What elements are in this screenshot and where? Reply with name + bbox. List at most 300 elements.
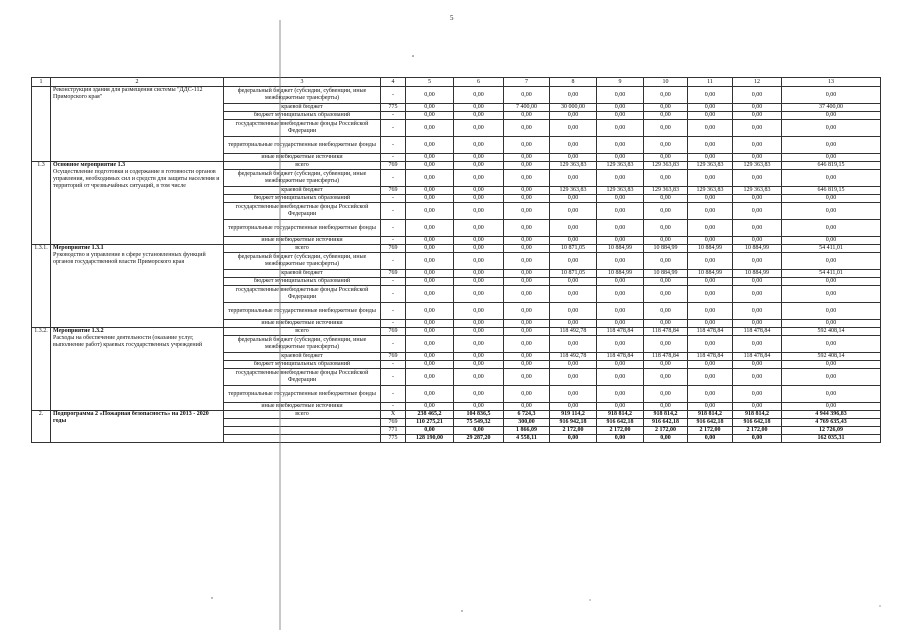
amount-cell: 104 836,5	[454, 411, 504, 419]
amount-cell: 118 492,78	[550, 353, 597, 361]
amount-cell: 300,00	[504, 419, 550, 427]
budget-code: -	[381, 154, 406, 162]
amount-cell: 0,00	[504, 353, 550, 361]
amount-cell: 2 172,00	[597, 427, 644, 435]
amount-cell: 0,00	[454, 336, 504, 353]
amount-cell: 0,00	[782, 154, 881, 162]
amount-cell: 2 172,00	[550, 427, 597, 435]
amount-cell: 0,00	[597, 120, 644, 137]
amount-cell: 118 478,84	[644, 353, 688, 361]
amount-cell: 0,00	[733, 104, 782, 112]
amount-cell: 0,00	[644, 403, 688, 411]
budget-code: -	[381, 336, 406, 353]
amount-cell: 162 035,31	[782, 435, 881, 443]
header-cell: 10	[644, 78, 688, 87]
amount-cell: 0,00	[733, 203, 782, 220]
amount-cell: 2 172,00	[733, 427, 782, 435]
amount-cell: 6 724,3	[504, 411, 550, 419]
amount-cell: 0,00	[597, 369, 644, 386]
amount-cell: 128 190,00	[406, 435, 454, 443]
amount-cell: 0,00	[688, 403, 733, 411]
amount-cell: 0,00	[733, 195, 782, 203]
amount-cell: 0,00	[733, 87, 782, 104]
amount-cell: 29 287,20	[454, 435, 504, 443]
amount-cell: 0,00	[504, 320, 550, 328]
amount-cell: 10 884,99	[688, 245, 733, 253]
amount-cell: 0,00	[504, 120, 550, 137]
item-number: 1.3.1.	[32, 245, 51, 328]
amount-cell: 0,00	[782, 403, 881, 411]
amount-cell: 10 884,99	[688, 270, 733, 278]
amount-cell: 0,00	[733, 403, 782, 411]
amount-cell: 0,00	[406, 270, 454, 278]
budget-code: -	[381, 369, 406, 386]
amount-cell: 0,00	[406, 237, 454, 245]
budget-code: 771	[381, 427, 406, 435]
amount-cell: 0,00	[454, 137, 504, 154]
page-number: 5	[450, 14, 454, 22]
amount-cell: 0,00	[688, 237, 733, 245]
amount-cell: 0,00	[454, 245, 504, 253]
funding-source: всего	[224, 245, 381, 253]
amount-cell: 918 814,2	[688, 411, 733, 419]
amount-cell: 919 114,2	[550, 411, 597, 419]
budget-code: -	[381, 386, 406, 403]
amount-cell: 0,00	[406, 170, 454, 187]
header-cell: 6	[454, 78, 504, 87]
amount-cell: 129 363,83	[733, 162, 782, 170]
amount-cell: 118 478,84	[733, 328, 782, 336]
amount-cell: 0,00	[688, 435, 733, 443]
amount-cell: 0,00	[454, 286, 504, 303]
item-desc: Расходы на обеспечение деятельности (оказание услуг, выполнение работ) краевых государственных учреждений	[53, 335, 203, 348]
amount-cell: 0,00	[782, 286, 881, 303]
amount-cell: 0,00	[454, 328, 504, 336]
amount-cell: 916 942,18	[550, 419, 597, 427]
amount-cell: 0,00	[597, 154, 644, 162]
amount-cell: 0,00	[733, 320, 782, 328]
amount-cell: 0,00	[782, 386, 881, 403]
amount-cell: 0,00	[454, 361, 504, 369]
amount-cell: 646 819,15	[782, 162, 881, 170]
funding-source: всего	[224, 328, 381, 336]
amount-cell: 10 884,99	[597, 270, 644, 278]
amount-cell: 0,00	[504, 137, 550, 154]
amount-cell: 0,00	[504, 220, 550, 237]
budget-code: -	[381, 237, 406, 245]
amount-cell: 129 363,83	[644, 162, 688, 170]
amount-cell: 0,00	[597, 435, 644, 443]
amount-cell: 0,00	[688, 137, 733, 154]
item-title: Мероприятие 1.3.2	[53, 328, 104, 334]
amount-cell: 4 558,11	[504, 435, 550, 443]
amount-cell: 0,00	[688, 386, 733, 403]
funding-source: бюджет муниципальных образований	[224, 112, 381, 120]
amount-cell: 0,00	[688, 336, 733, 353]
amount-cell: 0,00	[733, 286, 782, 303]
amount-cell: 0,00	[454, 162, 504, 170]
funding-source: государственные внебюджетные фонды Российской Федерации	[224, 120, 381, 137]
amount-cell: 0,00	[454, 112, 504, 120]
amount-cell: 0,00	[504, 195, 550, 203]
amount-cell: 0,00	[504, 170, 550, 187]
amount-cell: 129 363,83	[597, 187, 644, 195]
amount-cell: 0,00	[504, 162, 550, 170]
amount-cell: 0,00	[644, 154, 688, 162]
amount-cell: 0,00	[406, 320, 454, 328]
amount-cell: 10 871,05	[550, 245, 597, 253]
amount-cell: 0,00	[454, 427, 504, 435]
amount-cell: 0,00	[644, 278, 688, 286]
budget-code: -	[381, 303, 406, 320]
budget-code: -	[381, 112, 406, 120]
amount-cell: 0,00	[733, 278, 782, 286]
budget-code: 769	[381, 162, 406, 170]
amount-cell: 0,00	[454, 187, 504, 195]
amount-cell: 0,00	[782, 87, 881, 104]
amount-cell: 0,00	[406, 361, 454, 369]
amount-cell: 0,00	[688, 154, 733, 162]
funding-source: государственные внебюджетные фонды Российской Федерации	[224, 286, 381, 303]
amount-cell: 0,00	[644, 303, 688, 320]
amount-cell: 0,00	[688, 286, 733, 303]
budget-code: -	[381, 170, 406, 187]
header-cell: 4	[381, 78, 406, 87]
amount-cell: 0,00	[406, 137, 454, 154]
amount-cell: 0,00	[550, 137, 597, 154]
funding-source: федеральный бюджет (субсидии, субвенции, иные межбюджетные трансферты)	[224, 170, 381, 187]
amount-cell: 0,00	[782, 278, 881, 286]
header-cell: 2	[51, 78, 224, 87]
amount-cell: 0,00	[782, 112, 881, 120]
amount-cell: 0,00	[550, 220, 597, 237]
amount-cell: 54 411,01	[782, 245, 881, 253]
budget-code: -	[381, 120, 406, 137]
amount-cell: 129 363,83	[688, 162, 733, 170]
amount-cell: 0,00	[406, 112, 454, 120]
budget-code: -	[381, 87, 406, 104]
amount-cell: 0,00	[504, 237, 550, 245]
amount-cell: 0,00	[504, 386, 550, 403]
amount-cell: 0,00	[550, 170, 597, 187]
amount-cell: 0,00	[597, 320, 644, 328]
header-cell: 1	[32, 78, 51, 87]
amount-cell: 0,00	[454, 87, 504, 104]
amount-cell: 0,00	[504, 303, 550, 320]
budget-code: 775	[381, 435, 406, 443]
amount-cell: 129 363,83	[688, 187, 733, 195]
amount-cell: 0,00	[688, 112, 733, 120]
funding-source: территориальные государственные внебюджетные фонды	[224, 137, 381, 154]
amount-cell: 0,00	[644, 361, 688, 369]
amount-cell: 0,00	[597, 361, 644, 369]
amount-cell: 0,00	[550, 403, 597, 411]
amount-cell: 0,00	[782, 137, 881, 154]
budget-code: 769	[381, 419, 406, 427]
amount-cell: 0,00	[550, 112, 597, 120]
amount-cell: 592 408,14	[782, 328, 881, 336]
funding-source: территориальные государственные внебюджетные фонды	[224, 303, 381, 320]
amount-cell: 0,00	[597, 104, 644, 112]
amount-cell: 0,00	[504, 403, 550, 411]
amount-cell: 916 642,18	[597, 419, 644, 427]
amount-cell: 0,00	[688, 361, 733, 369]
amount-cell: 0,00	[504, 286, 550, 303]
amount-cell: 0,00	[406, 87, 454, 104]
funding-source: федеральный бюджет (субсидии, субвенции, иные межбюджетные трансферты)	[224, 336, 381, 353]
amount-cell: 10 884,99	[597, 245, 644, 253]
amount-cell: 118 478,84	[688, 353, 733, 361]
amount-cell: 0,00	[406, 203, 454, 220]
amount-cell: 118 478,84	[644, 328, 688, 336]
amount-cell: 10 884,99	[733, 245, 782, 253]
amount-cell: 0,00	[597, 220, 644, 237]
amount-cell: 0,00	[550, 286, 597, 303]
amount-cell: 129 363,83	[550, 187, 597, 195]
amount-cell: 0,00	[644, 170, 688, 187]
amount-cell: 0,00	[733, 154, 782, 162]
amount-cell: 0,00	[597, 195, 644, 203]
amount-cell: 0,00	[644, 87, 688, 104]
item-number: 1.3	[32, 162, 51, 245]
budget-code: -	[381, 203, 406, 220]
amount-cell: 646 819,15	[782, 187, 881, 195]
amount-cell: 118 478,84	[597, 353, 644, 361]
amount-cell: 0,00	[644, 195, 688, 203]
budget-code: -	[381, 320, 406, 328]
amount-cell: 0,00	[454, 253, 504, 270]
amount-cell: 0,00	[688, 303, 733, 320]
amount-cell: 0,00	[688, 170, 733, 187]
funding-source: краевой бюджет	[224, 187, 381, 195]
amount-cell: 0,00	[406, 303, 454, 320]
amount-cell: 37 400,00	[782, 104, 881, 112]
funding-source: бюджет муниципальных образований	[224, 278, 381, 286]
amount-cell: 0,00	[504, 278, 550, 286]
budget-code: 769	[381, 328, 406, 336]
header-cell: 12	[733, 78, 782, 87]
amount-cell: 2 172,00	[688, 427, 733, 435]
amount-cell: 0,00	[688, 203, 733, 220]
amount-cell: 0,00	[733, 137, 782, 154]
funding-source: территориальные государственные внебюджетные фонды	[224, 220, 381, 237]
amount-cell: 1 866,09	[504, 427, 550, 435]
budget-code: -	[381, 361, 406, 369]
amount-cell: 129 363,83	[597, 162, 644, 170]
amount-cell: 0,00	[644, 237, 688, 245]
amount-cell: 0,00	[454, 170, 504, 187]
amount-cell: 0,00	[504, 187, 550, 195]
amount-cell: 0,00	[782, 203, 881, 220]
amount-cell: 0,00	[688, 369, 733, 386]
budget-code: 769	[381, 187, 406, 195]
amount-cell: 0,00	[597, 303, 644, 320]
amount-cell: 0,00	[782, 303, 881, 320]
budget-code: 769	[381, 270, 406, 278]
amount-cell: 7 400,00	[504, 104, 550, 112]
budget-code: X	[381, 411, 406, 419]
amount-cell: 0,00	[597, 170, 644, 187]
amount-cell: 0,00	[504, 112, 550, 120]
amount-cell: 0,00	[644, 104, 688, 112]
amount-cell: 0,00	[504, 245, 550, 253]
funding-source: иные внебюджетные источники	[224, 154, 381, 162]
budget-code: -	[381, 403, 406, 411]
amount-cell: 10 884,99	[644, 270, 688, 278]
header-cell: 11	[688, 78, 733, 87]
amount-cell: 54 411,01	[782, 270, 881, 278]
amount-cell: 0,00	[406, 278, 454, 286]
amount-cell: 110 275,21	[406, 419, 454, 427]
amount-cell: 0,00	[550, 435, 597, 443]
amount-cell: 0,00	[504, 361, 550, 369]
amount-cell: 0,00	[644, 203, 688, 220]
item-number: 2.	[32, 411, 51, 443]
amount-cell: 0,00	[644, 369, 688, 386]
amount-cell: 0,00	[504, 203, 550, 220]
amount-cell: 118 478,84	[733, 353, 782, 361]
funding-source: иные внебюджетные источники	[224, 237, 381, 245]
header-cell: 5	[406, 78, 454, 87]
amount-cell: 0,00	[597, 386, 644, 403]
amount-cell: 0,00	[454, 104, 504, 112]
amount-cell: 0,00	[454, 270, 504, 278]
funding-source: краевой бюджет	[224, 270, 381, 278]
amount-cell: 0,00	[782, 170, 881, 187]
amount-cell: 0,00	[504, 270, 550, 278]
amount-cell: 129 363,83	[550, 162, 597, 170]
header-cell: 8	[550, 78, 597, 87]
amount-cell: 0,00	[550, 336, 597, 353]
amount-cell: 0,00	[550, 154, 597, 162]
budget-code: -	[381, 253, 406, 270]
funding-source: всего	[224, 411, 381, 419]
amount-cell: 0,00	[688, 278, 733, 286]
amount-cell: 0,00	[782, 220, 881, 237]
amount-cell: 0,00	[406, 386, 454, 403]
amount-cell: 0,00	[550, 361, 597, 369]
amount-cell: 0,00	[406, 220, 454, 237]
amount-cell: 0,00	[733, 120, 782, 137]
amount-cell: 0,00	[644, 286, 688, 303]
amount-cell: 118 492,78	[550, 328, 597, 336]
amount-cell: 0,00	[406, 403, 454, 411]
amount-cell: 916 642,18	[733, 419, 782, 427]
amount-cell: 0,00	[733, 303, 782, 320]
funding-source: краевой бюджет	[224, 104, 381, 112]
amount-cell: 0,00	[688, 253, 733, 270]
amount-cell: 10 884,99	[733, 270, 782, 278]
amount-cell: 916 642,18	[644, 419, 688, 427]
amount-cell: 0,00	[644, 220, 688, 237]
amount-cell: 0,00	[733, 220, 782, 237]
amount-cell: 10 871,05	[550, 270, 597, 278]
amount-cell: 592 408,14	[782, 353, 881, 361]
amount-cell: 0,00	[782, 361, 881, 369]
amount-cell: 0,00	[597, 237, 644, 245]
amount-cell: 0,00	[406, 369, 454, 386]
amount-cell: 12 726,09	[782, 427, 881, 435]
amount-cell: 0,00	[406, 245, 454, 253]
amount-cell: 0,00	[733, 253, 782, 270]
amount-cell: 129 363,83	[644, 187, 688, 195]
amount-cell: 0,00	[597, 253, 644, 270]
amount-cell: 0,00	[504, 154, 550, 162]
header-cell: 13	[782, 78, 881, 87]
amount-cell: 0,00	[733, 237, 782, 245]
amount-cell: 0,00	[644, 137, 688, 154]
amount-cell: 0,00	[454, 237, 504, 245]
amount-cell: 0,00	[550, 120, 597, 137]
amount-cell: 2 172,00	[644, 427, 688, 435]
amount-cell: 0,00	[454, 386, 504, 403]
amount-cell: 0,00	[550, 195, 597, 203]
amount-cell: 0,00	[644, 336, 688, 353]
amount-cell: 0,00	[782, 336, 881, 353]
amount-cell: 0,00	[550, 253, 597, 270]
budget-code: -	[381, 286, 406, 303]
amount-cell: 0,00	[550, 386, 597, 403]
amount-cell: 0,00	[454, 403, 504, 411]
amount-cell: 918 814,2	[644, 411, 688, 419]
amount-cell: 0,00	[688, 104, 733, 112]
amount-cell: 4 944 396,83	[782, 411, 881, 419]
item-number: 1.3.2.	[32, 328, 51, 411]
amount-cell: 0,00	[644, 120, 688, 137]
budget-code: -	[381, 137, 406, 154]
amount-cell: 0,00	[782, 369, 881, 386]
amount-cell: 0,00	[454, 120, 504, 137]
item-desc: Осуществление подготовки и содержание в готовности органов управления, необходимых сил и средств для защиты населения и территорий от чрезвычайных ситуаций, в том числе	[53, 169, 220, 189]
amount-cell: 0,00	[733, 369, 782, 386]
amount-cell: 0,00	[550, 320, 597, 328]
amount-cell: 0,00	[406, 253, 454, 270]
amount-cell: 0,00	[454, 203, 504, 220]
funding-source: федеральный бюджет (субсидии, субвенции, иные межбюджетные трансферты)	[224, 253, 381, 270]
amount-cell: 0,00	[597, 112, 644, 120]
header-cell: 3	[224, 78, 381, 87]
amount-cell: 75 549,32	[454, 419, 504, 427]
amount-cell: 238 465,2	[406, 411, 454, 419]
amount-cell: 916 642,18	[688, 419, 733, 427]
amount-cell: 0,00	[454, 195, 504, 203]
funding-source: территориальные государственные внебюджетные фонды	[224, 386, 381, 403]
amount-cell: 0,00	[406, 162, 454, 170]
amount-cell: 0,00	[733, 361, 782, 369]
item-desc: Руководство и управление в сфере установленных функций органов государственной власти Приморского края	[53, 252, 206, 265]
amount-cell: 0,00	[782, 320, 881, 328]
amount-cell: 0,00	[688, 220, 733, 237]
funding-source: иные внебюджетные источники	[224, 320, 381, 328]
amount-cell: 0,00	[644, 320, 688, 328]
funding-source: бюджет муниципальных образований	[224, 361, 381, 369]
amount-cell: 0,00	[454, 220, 504, 237]
header-cell: 9	[597, 78, 644, 87]
amount-cell: 0,00	[550, 237, 597, 245]
budget-code: 775	[381, 104, 406, 112]
amount-cell: 918 814,2	[597, 411, 644, 419]
funding-source: бюджет муниципальных образований	[224, 195, 381, 203]
amount-cell: 0,00	[733, 112, 782, 120]
amount-cell: 30 000,00	[550, 104, 597, 112]
amount-cell: 118 478,84	[597, 328, 644, 336]
amount-cell: 0,00	[644, 435, 688, 443]
budget-code: 769	[381, 353, 406, 361]
amount-cell: 0,00	[688, 120, 733, 137]
amount-cell: 0,00	[550, 369, 597, 386]
amount-cell: 0,00	[782, 237, 881, 245]
amount-cell: 0,00	[504, 253, 550, 270]
